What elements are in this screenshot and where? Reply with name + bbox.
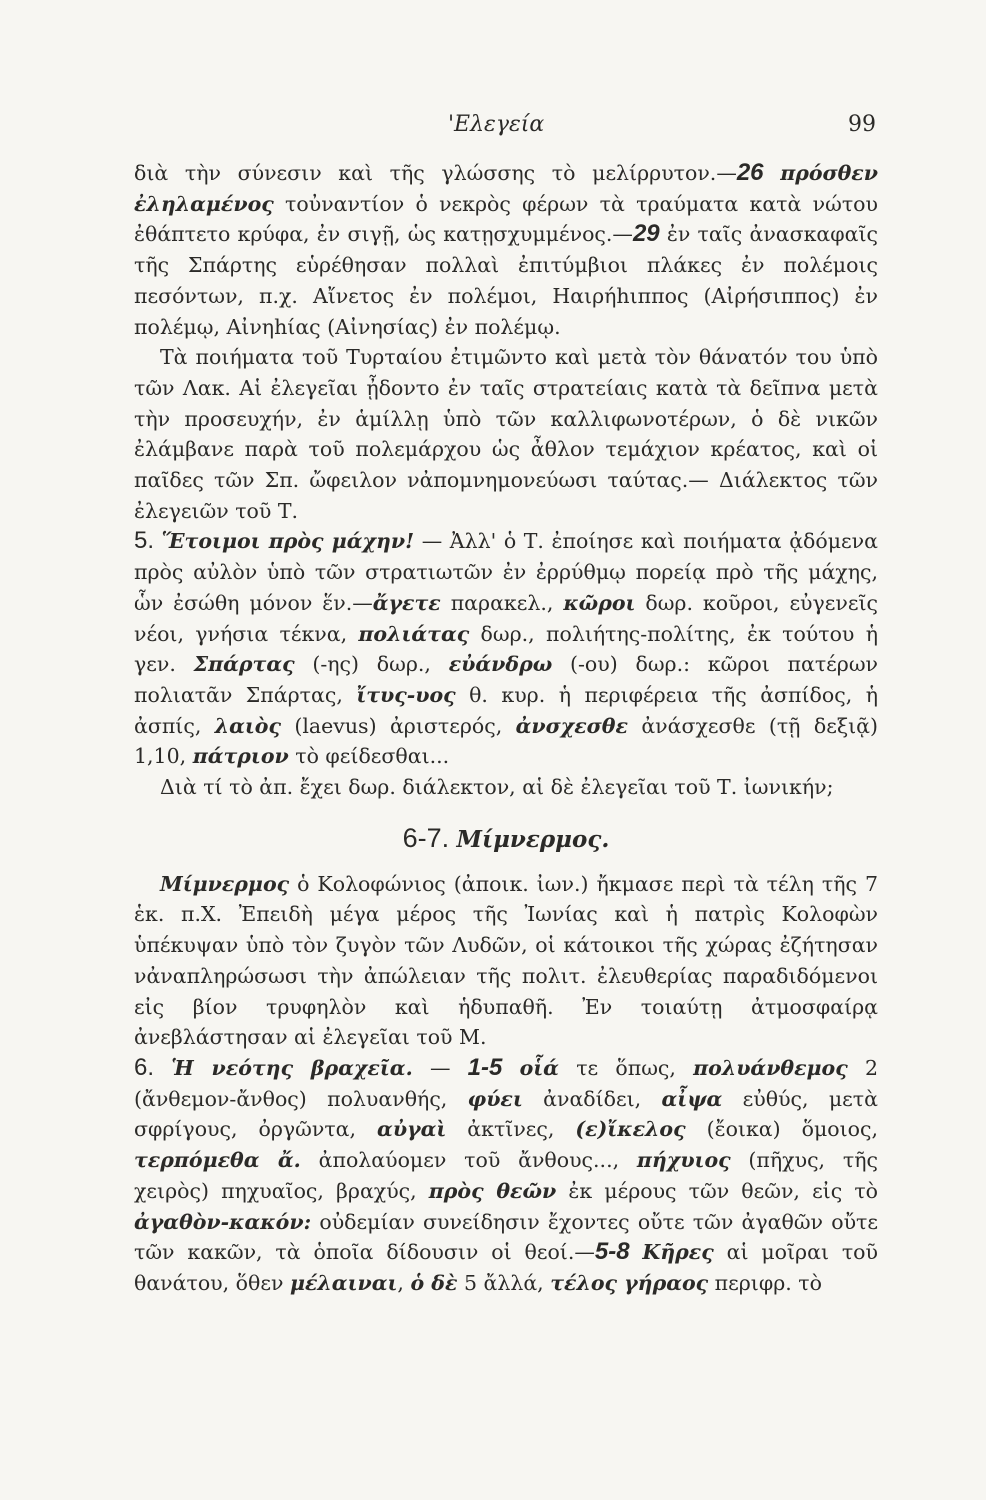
text-run: 2 (ἄνθεμον-ἄνθος) πολυανθής, bbox=[134, 1055, 878, 1111]
text-run: ὁ Κολοφώνιος (ἀποικ. ἰων.) ἤκμασε περὶ τὰ τέλη τῆς 7 ἑκ. π.Χ. Ἐπειδὴ μέγα μέρος τῆς Ἰωνίας καὶ ἡ πατρὶς Κολοφὼν ὑπέκυψαν ὑπὸ τὸν ζυγὸν τῶν Λυδῶν, οἱ κάτοικοι τῆς χώρας ἐζήτησαν νἀναπληρώσωσι τὴν ἀπώλειαν τῆς πολιτ. ἐλευθερίας παραδιδόμενοι εἰς βίον τρυφηλὸν καὶ ἡδυπαθῆ. Ἐν τοιαύτῃ ἀτμοσφαίρᾳ ἀνεβλάστησαν αἱ ἐλεγεῖαι τοῦ Μ. bbox=[134, 871, 878, 1050]
lemma: ἀνσχεσθε bbox=[515, 713, 628, 738]
text-run: 5 ἄλλά, bbox=[457, 1270, 551, 1295]
section-number: 6. bbox=[134, 1053, 155, 1081]
lemma: Μίμνερμος bbox=[160, 871, 290, 896]
lemma: τέλος γήραος bbox=[550, 1270, 709, 1295]
lemma: εὐάνδρω bbox=[448, 652, 553, 677]
text-run: διὰ τὴν σύνεσιν καὶ τῆς γλώσσης τὸ μελίρρυτον.— bbox=[134, 161, 737, 185]
text-run: παρακελ., bbox=[440, 590, 564, 615]
text-run: , bbox=[397, 1270, 411, 1295]
line-number: 5-8 bbox=[594, 1238, 630, 1266]
text-run: δωρ., πολιήτης-πολίτης, ἐκ τούτου ἡ γεν. bbox=[134, 621, 878, 677]
section-title: Ἡ νεότης βραχεῖα. bbox=[171, 1055, 413, 1080]
lemma: πολυάνθεμος bbox=[693, 1055, 848, 1080]
lemma: φύει bbox=[467, 1086, 523, 1111]
lemma: μέλαιναι bbox=[289, 1270, 398, 1295]
text-run: (-ου) δωρ.: κῶροι πατέρων πολιατᾶν Σπάρτας, bbox=[134, 652, 879, 707]
section-number: 5. bbox=[134, 527, 155, 555]
text-run: εὐθύς, μετὰ σφρίγους, ὀργῶντα, bbox=[134, 1086, 878, 1142]
running-title: 'Ελεγεία bbox=[448, 112, 545, 137]
lemma: Σπάρτας bbox=[193, 652, 295, 677]
line-number: 26 bbox=[736, 159, 764, 186]
section-title: Ἕτοιμοι πρὸς μάχην! bbox=[161, 529, 415, 554]
paragraph-4 bbox=[134, 772, 878, 803]
paragraph-1 bbox=[134, 158, 878, 342]
text-run: Τὰ ποιήματα τοῦ Τυρταίου ἐτιμῶντο καὶ μετὰ τὸν θάνατόν του ὑπὸ τῶν Λακ. Αἱ ἐλεγεῖαι ᾖδοντο ἐν ταῖς στρατείαις κατὰ τὰ δεῖπνα μετὰ τὴν προσευχήν, ἐν ἁμίλλῃ ὑπὸ τῶν καλλιφωνοτέρων, ὁ δὲ νικῶν ἐλάμβανε παρὰ τοῦ πολεμάρχου ὡς ἆθλον τεμάχιον κρέατος, καὶ οἱ παῖδες τῶν Σπ. ὤφειλον νἀπομνημονεύωσι ταύτας.— Διάλεκτος τῶν ἐλεγειῶν τοῦ Τ. bbox=[134, 345, 878, 523]
text-run: Διὰ τί τὸ ἀπ. ἔχει δωρ. διάλεκτον, αἱ δὲ ἐλεγεῖαι τοῦ Τ. ἰωνικήν; bbox=[160, 775, 834, 800]
text-run: οὐδεμίαν συνείδησιν ἔχοντες οὔτε τῶν ἀγαθῶν οὔτε τῶν κακῶν, τὰ ὁποῖα δίδουσιν οἱ θεοί.— bbox=[134, 1209, 878, 1265]
lemma: αὐγαὶ bbox=[377, 1117, 447, 1142]
lemma: πρόσθεν ἐληλαμένος bbox=[134, 161, 878, 216]
text-run: ἐν ταῖς ἀνασκαφαῖς τῆς Σπάρτης εὑρέθησαν πολλαὶ ἐπιτύμβιοι πλάκες ἐν πολέμοις πεσόντων, π.χ. Αἴνετος ἐν πολέμοι, Ηαιρήhιππος (Αἰρήσιππος) ἐν πολέμῳ, Αἰνηhίας (Αἰνησίας) ἐν πολέμῳ. bbox=[134, 222, 878, 339]
text-run: περιφρ. τὸ bbox=[708, 1270, 822, 1295]
text-run: ἐκ μέρους τῶν θεῶν, εἰς τὸ bbox=[556, 1178, 879, 1203]
heading-title: Μίμνερμος. bbox=[456, 825, 610, 853]
lemma: ἴτυς-υος bbox=[356, 682, 456, 707]
text-run: — bbox=[412, 1055, 468, 1080]
lemma: Κῆρες bbox=[642, 1240, 714, 1265]
lemma: ἄγετε bbox=[372, 590, 441, 615]
text-run: (ἔοικα) ὅμοιος, bbox=[685, 1117, 878, 1142]
lemma: πολιάτας bbox=[358, 621, 470, 646]
section-heading bbox=[134, 821, 878, 857]
lemma: οἷά bbox=[519, 1055, 559, 1080]
text-run: τὸ φείδεσθαι... bbox=[288, 744, 450, 769]
lemma: ὁ δὲ bbox=[410, 1270, 458, 1295]
page-header bbox=[0, 112, 986, 142]
lemma: κῶροι bbox=[563, 590, 636, 615]
text-run: αἱ μοῖραι τοῦ θανάτου, ὅθεν bbox=[134, 1240, 878, 1295]
text-run: δωρ. κοῦροι, εὐγενεῖς νέοι, γνήσια τέκνα, bbox=[134, 590, 878, 646]
line-number: 1-5 bbox=[467, 1053, 503, 1081]
text-run: τε ὅπως, bbox=[558, 1055, 694, 1080]
lemma: αἶψα bbox=[661, 1086, 723, 1111]
text-run: ἀκτῖνες, bbox=[446, 1117, 576, 1142]
text-run: ἀναδίδει, bbox=[522, 1086, 662, 1111]
text-run: (laevus) ἀριστερός, bbox=[280, 713, 516, 738]
heading-number: 6-7. bbox=[402, 822, 450, 853]
text-run: θ. κυρ. ἡ περιφέρεια τῆς ἀσπίδος, ἡ ἀσπίς, bbox=[134, 682, 878, 738]
paragraph-6 bbox=[134, 1053, 878, 1299]
lemma: (ε)ἴκελος bbox=[575, 1117, 686, 1142]
paragraph-2 bbox=[134, 342, 878, 526]
paragraph-5 bbox=[134, 869, 878, 1053]
lemma: λαιὸς bbox=[214, 713, 281, 738]
line-number: 29 bbox=[632, 220, 660, 248]
text-run: ἀνάσχεσθε (τῇ δεξιᾷ) 1,10, bbox=[134, 713, 878, 769]
lemma: πάτριον bbox=[192, 744, 289, 769]
lemma: πήχυιος bbox=[636, 1148, 731, 1173]
paragraph-3 bbox=[134, 526, 878, 772]
text-run: (πῆχυς, τῆς χειρὸς) πηχυαῖος, βραχύς, bbox=[134, 1148, 878, 1203]
page-body bbox=[134, 158, 878, 1299]
page-number: 99 bbox=[848, 112, 876, 137]
text-run: (-ης) δωρ., bbox=[294, 652, 449, 677]
text-run: — Ἀλλ' ὁ Τ. ἐποίησε καὶ ποιήματα ᾀδόμενα πρὸς αὐλὸν ὑπὸ τῶν στρατιωτῶν ἐν ἐρρύθμῳ πορείᾳ πρὸ τῆς μάχης, ὧν ἐσώθη μόνον ἕν.— bbox=[134, 529, 878, 615]
lemma: τερπόμεθα ἄ. bbox=[134, 1148, 301, 1173]
text-run: ἀπολαύομεν τοῦ ἄνθους..., bbox=[300, 1148, 637, 1173]
lemma: ἀγαθὸν-κακόν: bbox=[134, 1209, 312, 1234]
lemma: πρὸς θεῶν bbox=[428, 1178, 557, 1203]
text-run: τοὐναντίον ὁ νεκρὸς φέρων τὰ τραύματα κατὰ νώτου ἐθάπτετο κρύφα, ἐν σιγῇ, ὡς κατῃσχυμμένος.— bbox=[134, 191, 878, 247]
